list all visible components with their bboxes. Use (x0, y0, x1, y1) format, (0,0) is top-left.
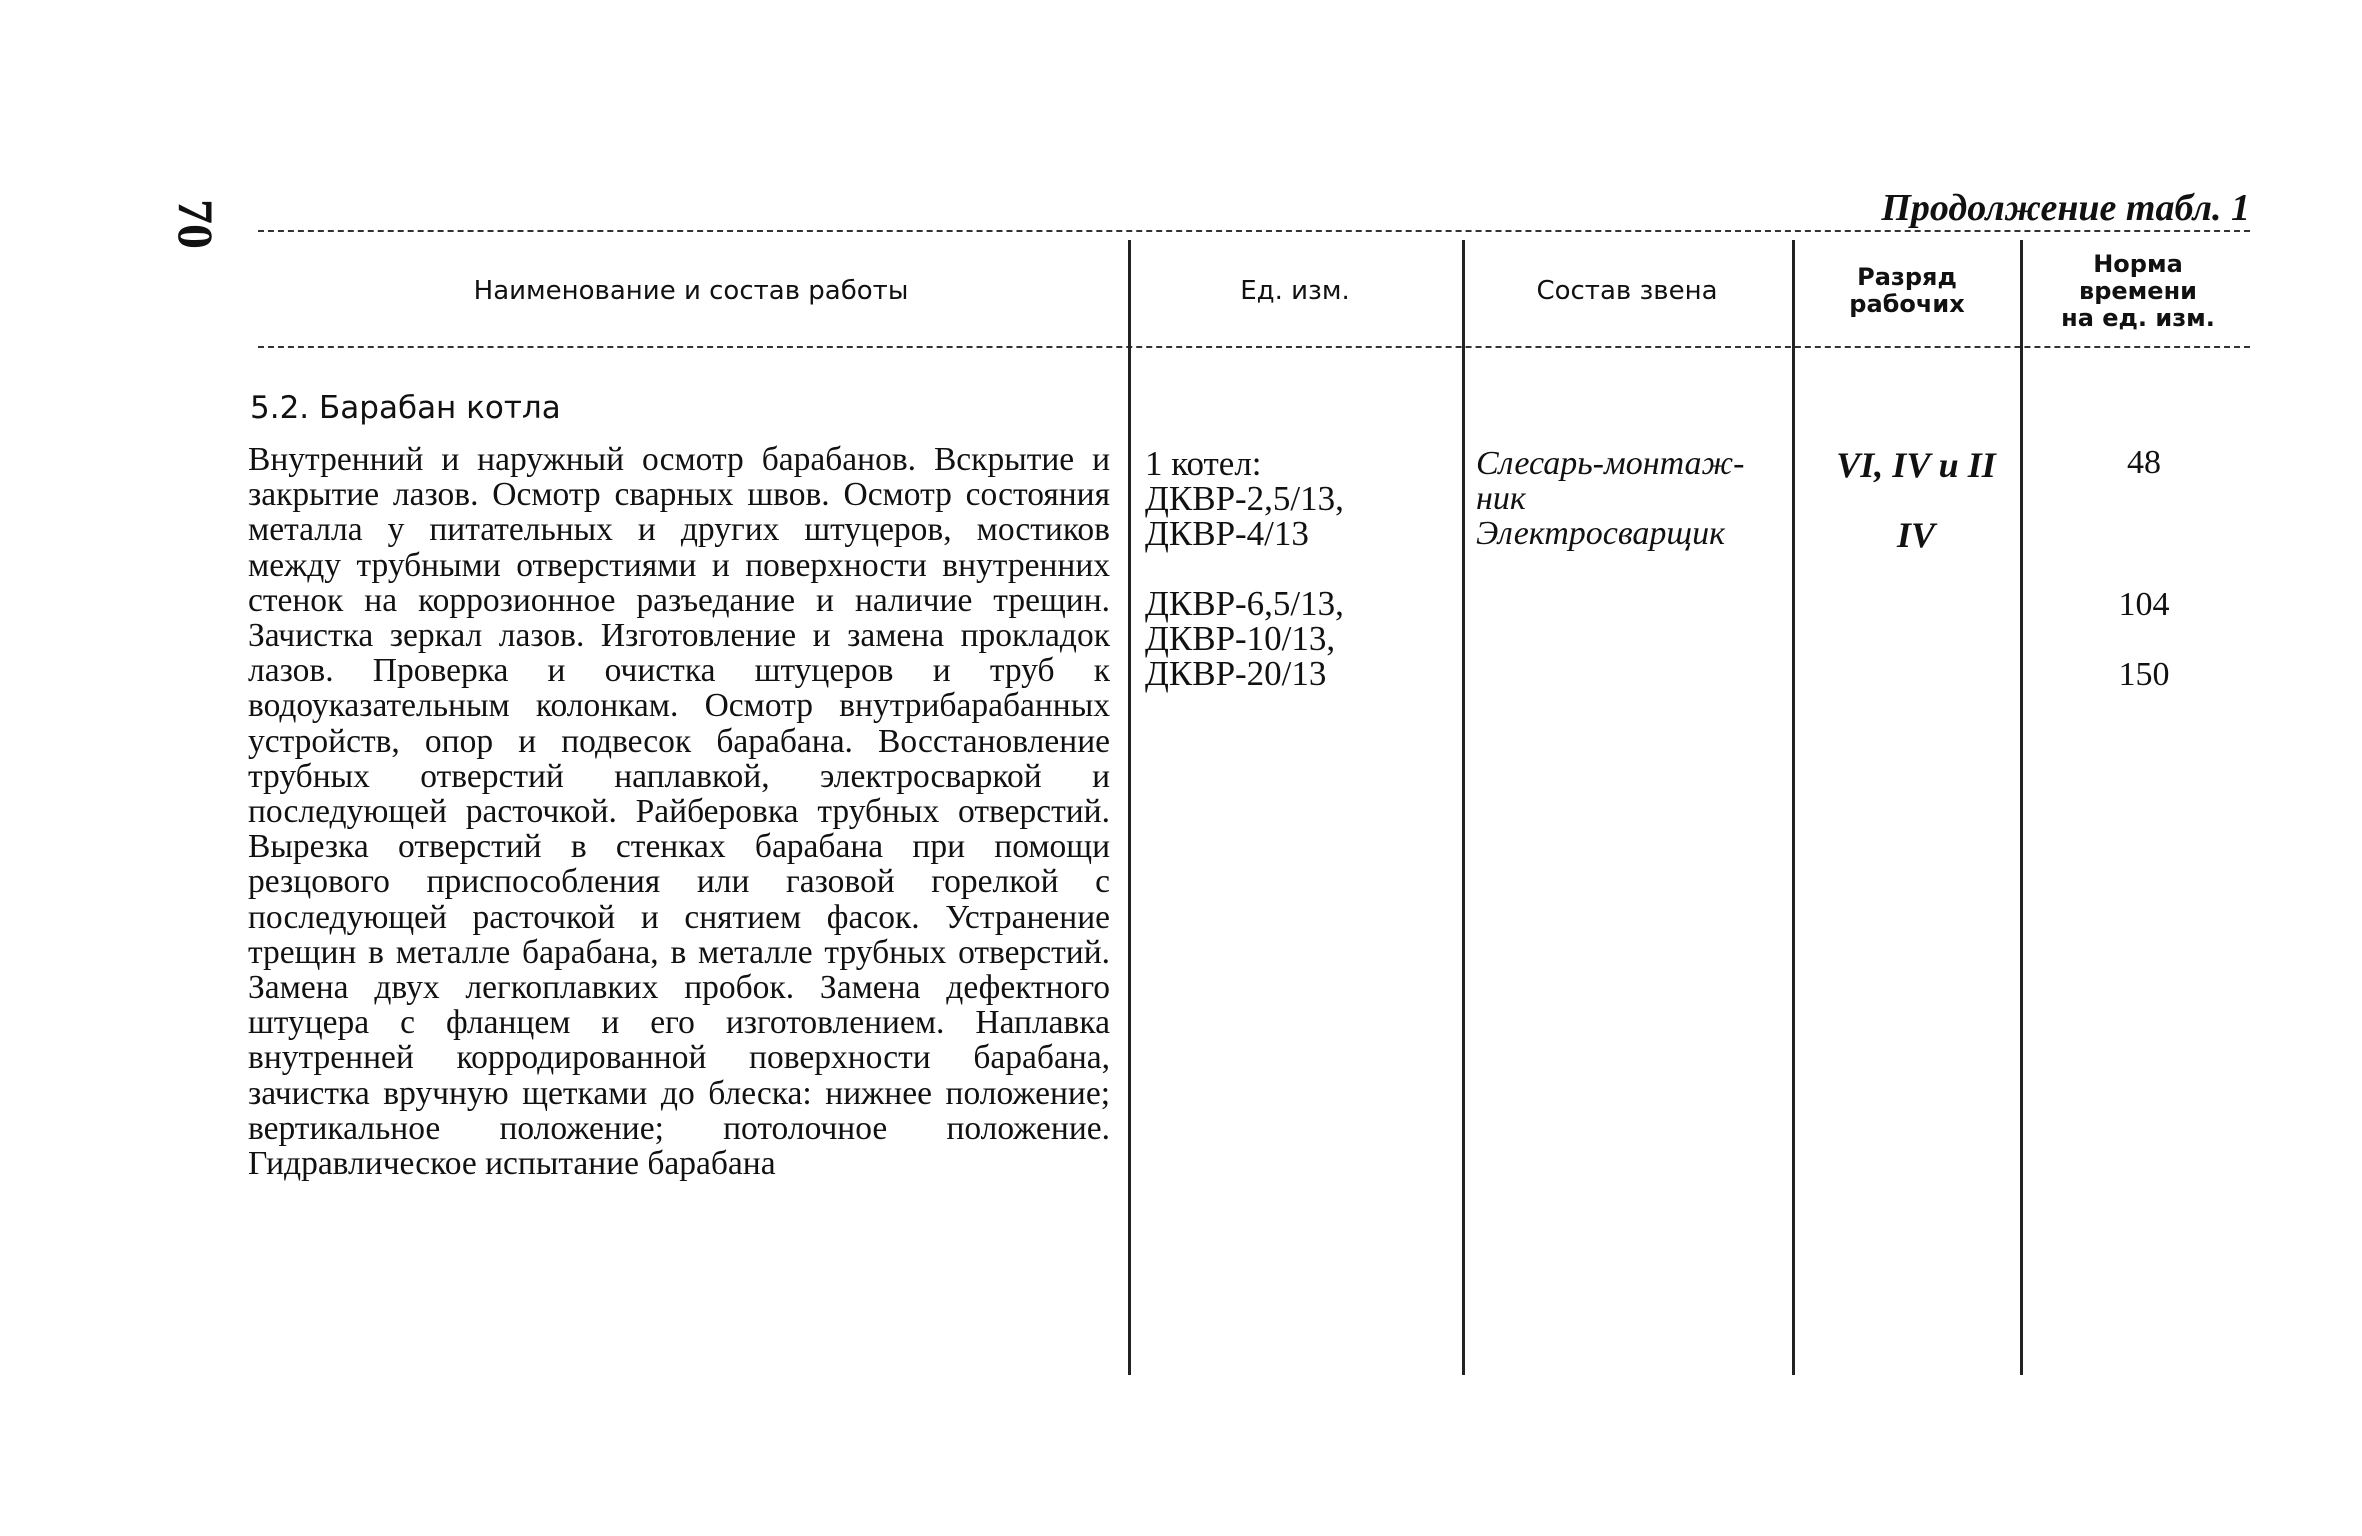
unit-line-5: ДКВР-10/13, (1145, 619, 1336, 658)
continuation-label: Продолжение табл. 1 (1881, 187, 2250, 229)
norm-row-1: 48 (2127, 444, 2161, 481)
unit-line-6: ДКВР-20/13 (1145, 654, 1327, 693)
norm-row-2: 104 (2118, 586, 2170, 623)
norm-row-3: 150 (2118, 656, 2170, 693)
column-divider-1 (1128, 240, 1131, 1375)
section-title: 5.2. Барабан котла (250, 390, 561, 426)
unit-line-1: 1 котел: (1145, 444, 1262, 483)
unit-line-2: ДКВР-2,5/13, (1145, 479, 1344, 518)
rank-row-1: VI, IV и II (1836, 445, 1996, 485)
header-rank-line2: рабочих (1849, 290, 1965, 318)
page-number: 70 (168, 199, 224, 249)
header-rank-line1: Разряд (1857, 263, 1957, 291)
work-description: Внутренний и наружный осмотр барабанов. Вскрытие и закрытие лазов. Осмотр сварных швов. Осмотр состояния металла у питательных и других штуцеров, мостиков между трубными отверстиями и поверхности внутренних стенок на коррозионное разъедание и наличие трещин. Зачистка зеркал лазов. Изготовление и замена прокладок лазов. Проверка и очистка штуцеров и труб к водоуказательным колонкам. Осмотр внутрибарабанных устройств, опор и подвесок барабана. Восстановление трубных отверстий наплавкой, электросваркой и последующей расточкой. Райберовка трубных отверстий. Вырезка отверстий в стенках барабана при помощи резцового приспособления или газовой горелкой с последующей расточкой и снятием фасок. Устранение трещин в металле барабана, в металле трубных отверстий. Замена двух легкоплавких пробок. Замена дефектного штуцера с фланцем и его изготовлением. Наплавка внутренней корродированной поверхности барабана, зачистка вручную щетками до блеска: нижнее положение; вертикальное положение; потолочное положение. Гидравлическое испытание барабана (248, 441, 1110, 1183)
header-norm-line2: времени (2079, 276, 2197, 305)
header-rank (1796, 240, 2018, 342)
column-divider-2 (1462, 240, 1465, 1375)
unit-line-4: ДКВР-6,5/13, (1145, 584, 1344, 623)
header-unit: Ед. изм. (1240, 276, 1350, 306)
header-norm-line3: на ед. изм. (2061, 303, 2215, 332)
column-divider-4 (2020, 240, 2023, 1375)
header-norm (2024, 240, 2252, 342)
header-name: Наименование и состав работы (473, 276, 909, 306)
crew-line-3: Электросварщик (1476, 515, 1725, 552)
header-norm-line1: Норма (2093, 249, 2183, 278)
crew-line-1: Слесарь-монтаж- (1476, 445, 1745, 482)
header-bottom-rule (258, 346, 2250, 348)
header-top-rule (258, 230, 2250, 232)
header-crew: Состав звена (1536, 276, 1718, 306)
rank-row-2: IV (1896, 515, 1936, 555)
column-divider-3 (1792, 240, 1795, 1375)
unit-line-3: ДКВР-4/13 (1145, 514, 1309, 553)
crew-line-2: ник (1476, 480, 1526, 517)
